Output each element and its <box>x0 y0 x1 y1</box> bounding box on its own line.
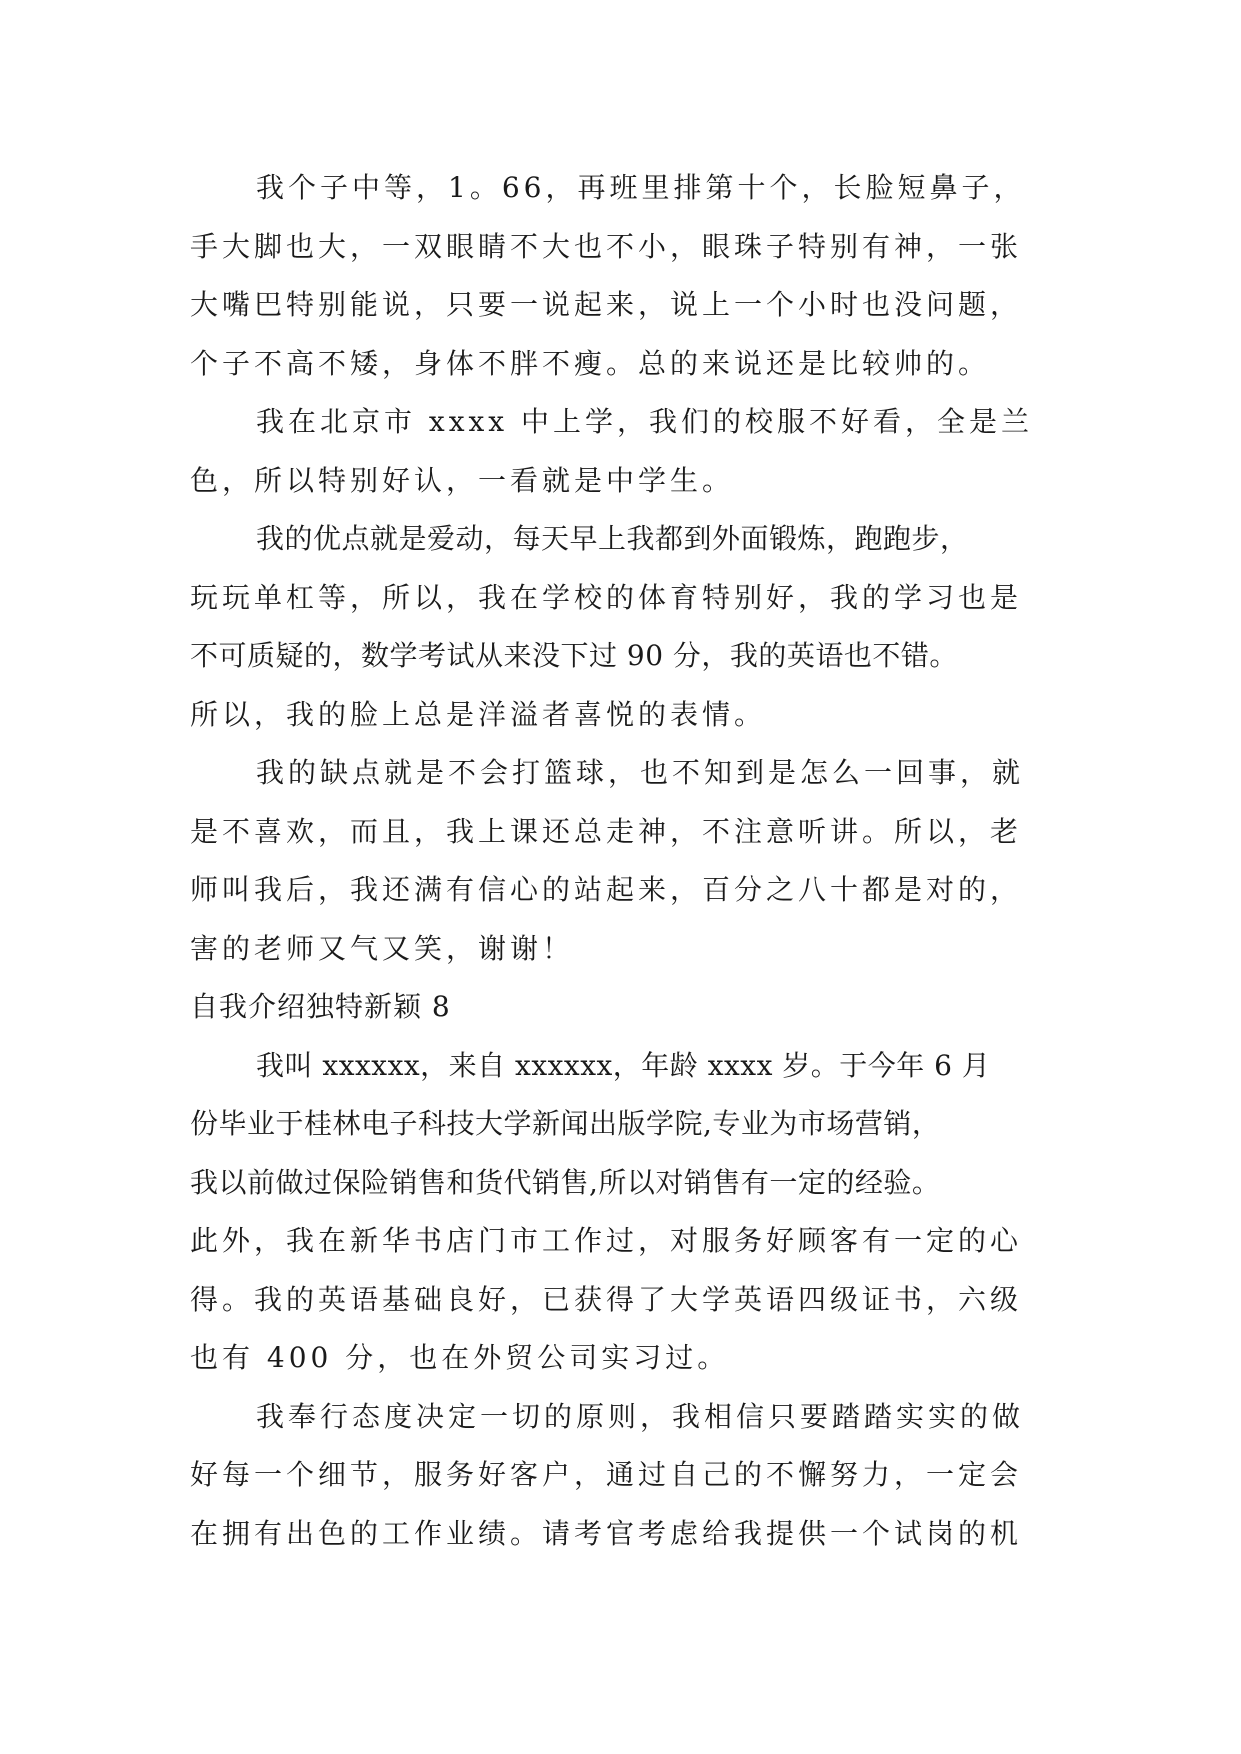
paragraph-strengths-line-2: 玩玩单杠等，所以，我在学校的体育特别好，我的学习也是 <box>190 580 1023 614</box>
paragraph-weaknesses-line-2: 是不喜欢，而且，我上课还总走神，不注意听讲。所以，老 <box>190 814 1023 848</box>
paragraph-intro-line-2: 份毕业于桂林电子科技大学新闻出版学院,专业为市场营销， <box>190 1107 941 1140</box>
section-heading: 自我介绍独特新颖 8 <box>190 990 451 1023</box>
paragraph-strengths-line-4: 所以，我的脸上总是洋溢者喜悦的表情。 <box>190 697 767 731</box>
paragraph-school-line-2: 色，所以特别好认，一看就是中学生。 <box>190 463 735 497</box>
paragraph-intro-line-1: 我叫 xxxxxx，来自 xxxxxx，年龄 xxxx 岁。于今年 6 月 <box>256 1048 991 1082</box>
paragraph-weaknesses-line-4: 害的老师又气又笑，谢谢！ <box>190 931 575 965</box>
paragraph-principle-line-1: 我奉行态度决定一切的原则，我相信只要踏踏实实的做 <box>256 1399 1025 1433</box>
paragraph-appearance-line-2: 手大脚也大，一双眼睛不大也不小，眼珠子特别有神，一张 <box>190 229 1023 263</box>
paragraph-intro-line-6: 也有 400 分，也在外贸公司实习过。 <box>190 1341 730 1374</box>
paragraph-appearance-line-4: 个子不高不矮，身体不胖不瘦。总的来说还是比较帅的。 <box>190 346 991 380</box>
paragraph-appearance-line-1: 我个子中等，1。66，再班里排第十个，长脸短鼻子， <box>256 171 1026 204</box>
paragraph-strengths-line-1: 我的优点就是爱动，每天早上我都到外面锻炼，跑跑步， <box>256 522 969 555</box>
paragraph-weaknesses-line-3: 师叫我后，我还满有信心的站起来，百分之八十都是对的， <box>190 873 1023 906</box>
paragraph-school-line-1: 我在北京市 xxxx 中上学，我们的校服不好看，全是兰 <box>256 405 1033 438</box>
paragraph-intro-line-5: 得。我的英语基础良好，已获得了大学英语四级证书，六级 <box>190 1282 1023 1316</box>
paragraph-intro-line-4: 此外，我在新华书店门市工作过，对服务好顾客有一定的心 <box>190 1224 1023 1257</box>
paragraph-appearance-line-3: 大嘴巴特别能说，只要一说起来，说上一个小时也没问题， <box>190 288 1023 321</box>
document-body <box>190 159 1054 1563</box>
paragraph-principle-line-2: 好每一个细节，服务好客户，通过自己的不懈努力，一定会 <box>190 1458 1023 1491</box>
paragraph-intro-line-3: 我以前做过保险销售和货代销售,所以对销售有一定的经验。 <box>190 1165 941 1199</box>
paragraph-principle-line-3: 在拥有出色的工作业绩。请考官考虑给我提供一个试岗的机 <box>190 1516 1023 1550</box>
paragraph-strengths-line-3: 不可质疑的，数学考试从来没下过 90 分，我的英语也不错。 <box>190 639 958 672</box>
paragraph-weaknesses-line-1: 我的缺点就是不会打篮球，也不知到是怎么一回事，就 <box>256 756 1025 789</box>
